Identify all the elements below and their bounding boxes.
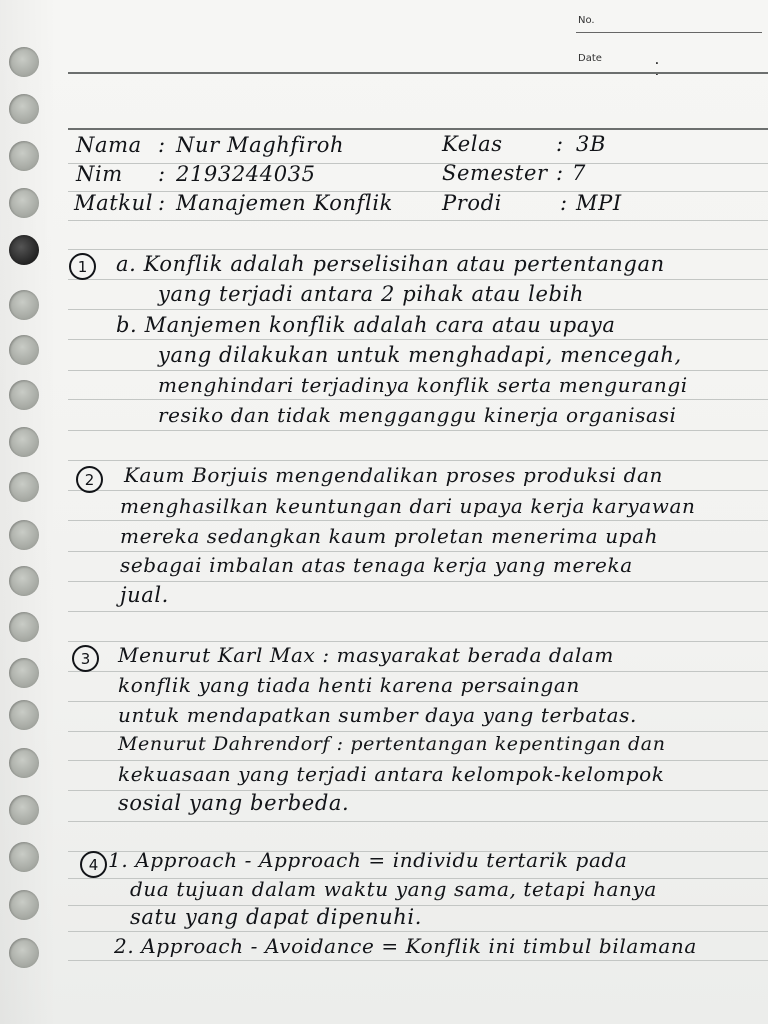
ruled-line xyxy=(68,220,768,221)
ruled-line xyxy=(68,430,768,431)
ruled-line xyxy=(68,399,768,400)
answer-2-line-5: jual. xyxy=(120,583,169,607)
answer-2-line-2: menghasilkan keuntungan dari upaya kerja karyawan xyxy=(120,494,696,518)
answer-3-line-1: Menurut Karl Max : masyarakat berada dalam xyxy=(118,643,614,667)
binder-hole xyxy=(9,566,39,596)
answer-1-line-6: resiko dan tidak mengganggu kinerja organisasi xyxy=(158,403,677,427)
answer-3-line-6: sosial yang berbeda. xyxy=(118,791,350,815)
identity-value-prodi: MPI xyxy=(576,191,622,215)
identity-label-matkul: Matkul xyxy=(74,191,154,215)
answer-number-2: 2 xyxy=(76,466,103,493)
answer-number-4: 4 xyxy=(80,851,107,878)
ruled-line xyxy=(68,520,768,521)
binder-hole xyxy=(9,141,39,171)
binder-hole xyxy=(9,472,39,502)
ruled-line xyxy=(68,671,768,672)
answer-2-line-1: Kaum Borjuis mengendalikan proses produksi dan xyxy=(124,463,664,487)
no-label: No. xyxy=(578,15,595,26)
identity-label-kelas: Kelas xyxy=(442,132,503,156)
answer-3-line-3: untuk mendapatkan sumber daya yang terbatas. xyxy=(118,703,637,727)
ruled-line xyxy=(68,581,768,582)
ruled-line xyxy=(68,490,768,491)
answer-3-line-4: Menurut Dahrendorf : pertentangan kepentingan dan xyxy=(118,733,666,755)
identity-value-nim: 2193244035 xyxy=(176,162,316,186)
identity-sep-nim: : xyxy=(158,162,166,186)
ruled-line xyxy=(68,731,768,732)
answer-2-line-3: mereka sedangkan kaum proletan menerima upah xyxy=(120,524,659,548)
identity-sep-kelas: : xyxy=(556,132,564,156)
ruled-line xyxy=(68,339,768,340)
ruled-line xyxy=(68,931,768,932)
ruled-line xyxy=(68,370,768,371)
ruled-line xyxy=(68,309,768,310)
identity-value-matkul: Manajemen Konflik xyxy=(176,191,393,215)
answer-4-line-4: 2. Approach - Avoidance = Konflik ini timbul bilamana xyxy=(114,934,697,958)
binder-hole xyxy=(9,335,39,365)
binder-hole xyxy=(9,938,39,968)
binder-hole xyxy=(9,520,39,550)
date-value: . xyxy=(655,56,699,67)
answer-1-line-1: a. Konflik adalah perselisihan atau pertentangan xyxy=(116,252,665,276)
ruled-line xyxy=(68,821,768,822)
no-line xyxy=(576,32,762,33)
answer-number-3: 3 xyxy=(72,645,99,672)
binder-hole xyxy=(9,842,39,872)
ruled-line xyxy=(68,128,768,130)
answer-4-line-1: 1. Approach - Approach = individu tertarik pada xyxy=(108,848,628,872)
binder-hole xyxy=(9,612,39,642)
answer-3-line-2: konflik yang tiada henti karena persaingan xyxy=(118,673,580,697)
date-label: Date xyxy=(578,53,602,64)
ruled-line xyxy=(68,191,768,192)
identity-label-semester: Semester xyxy=(442,161,548,185)
identity-value-kelas: 3B xyxy=(576,132,606,156)
binder-hole xyxy=(9,235,39,265)
binder-hole xyxy=(9,94,39,124)
answer-1-line-3: b. Manjemen konflik adalah cara atau upaya xyxy=(116,313,616,337)
identity-label-nim: Nim xyxy=(76,162,123,186)
binder-hole xyxy=(9,658,39,688)
ruled-line xyxy=(68,701,768,702)
answer-1-line-2: yang terjadi antara 2 pihak atau lebih xyxy=(158,282,584,306)
binder-hole xyxy=(9,188,39,218)
identity-value-nama: Nur Maghfiroh xyxy=(176,133,345,157)
binder-hole xyxy=(9,700,39,730)
answer-4-line-2: dua tujuan dalam waktu yang sama, tetapi hanya xyxy=(130,877,657,901)
answer-2-line-4: sebagai imbalan atas tenaga kerja yang mereka xyxy=(120,553,633,577)
ruled-line xyxy=(68,163,768,164)
ruled-line xyxy=(68,551,768,552)
ruled-line xyxy=(68,279,768,280)
ruled-line xyxy=(68,611,768,612)
identity-label-prodi: Prodi xyxy=(442,191,502,215)
header-rule xyxy=(68,72,768,74)
identity-sep-semester: : xyxy=(556,161,564,185)
ruled-line xyxy=(68,249,768,250)
answer-4-line-3: satu yang dapat dipenuhi. xyxy=(130,905,422,929)
ruled-line xyxy=(68,641,768,642)
binder-hole xyxy=(9,748,39,778)
binder-hole xyxy=(9,890,39,920)
answer-1-line-5: menghindari terjadinya konflik serta mengurangi xyxy=(158,373,688,397)
binder-hole xyxy=(9,380,39,410)
identity-sep-nama: : xyxy=(158,133,166,157)
binder-hole xyxy=(9,290,39,320)
binder-hole xyxy=(9,795,39,825)
binder-hole xyxy=(9,47,39,77)
answer-1-line-4: yang dilakukan untuk menghadapi, mencegah, xyxy=(158,343,682,367)
identity-value-semester: 7 xyxy=(572,161,586,185)
identity-sep-prodi: : xyxy=(560,191,568,215)
ruled-line xyxy=(68,760,768,761)
ruled-line xyxy=(68,460,768,461)
answer-number-1: 1 xyxy=(69,253,96,280)
binder-hole xyxy=(9,427,39,457)
ruled-line xyxy=(68,960,768,961)
answer-3-line-5: kekuasaan yang terjadi antara kelompok-kelompok xyxy=(118,762,665,786)
identity-sep-matkul: : xyxy=(158,191,166,215)
identity-label-nama: Nama xyxy=(76,133,142,157)
